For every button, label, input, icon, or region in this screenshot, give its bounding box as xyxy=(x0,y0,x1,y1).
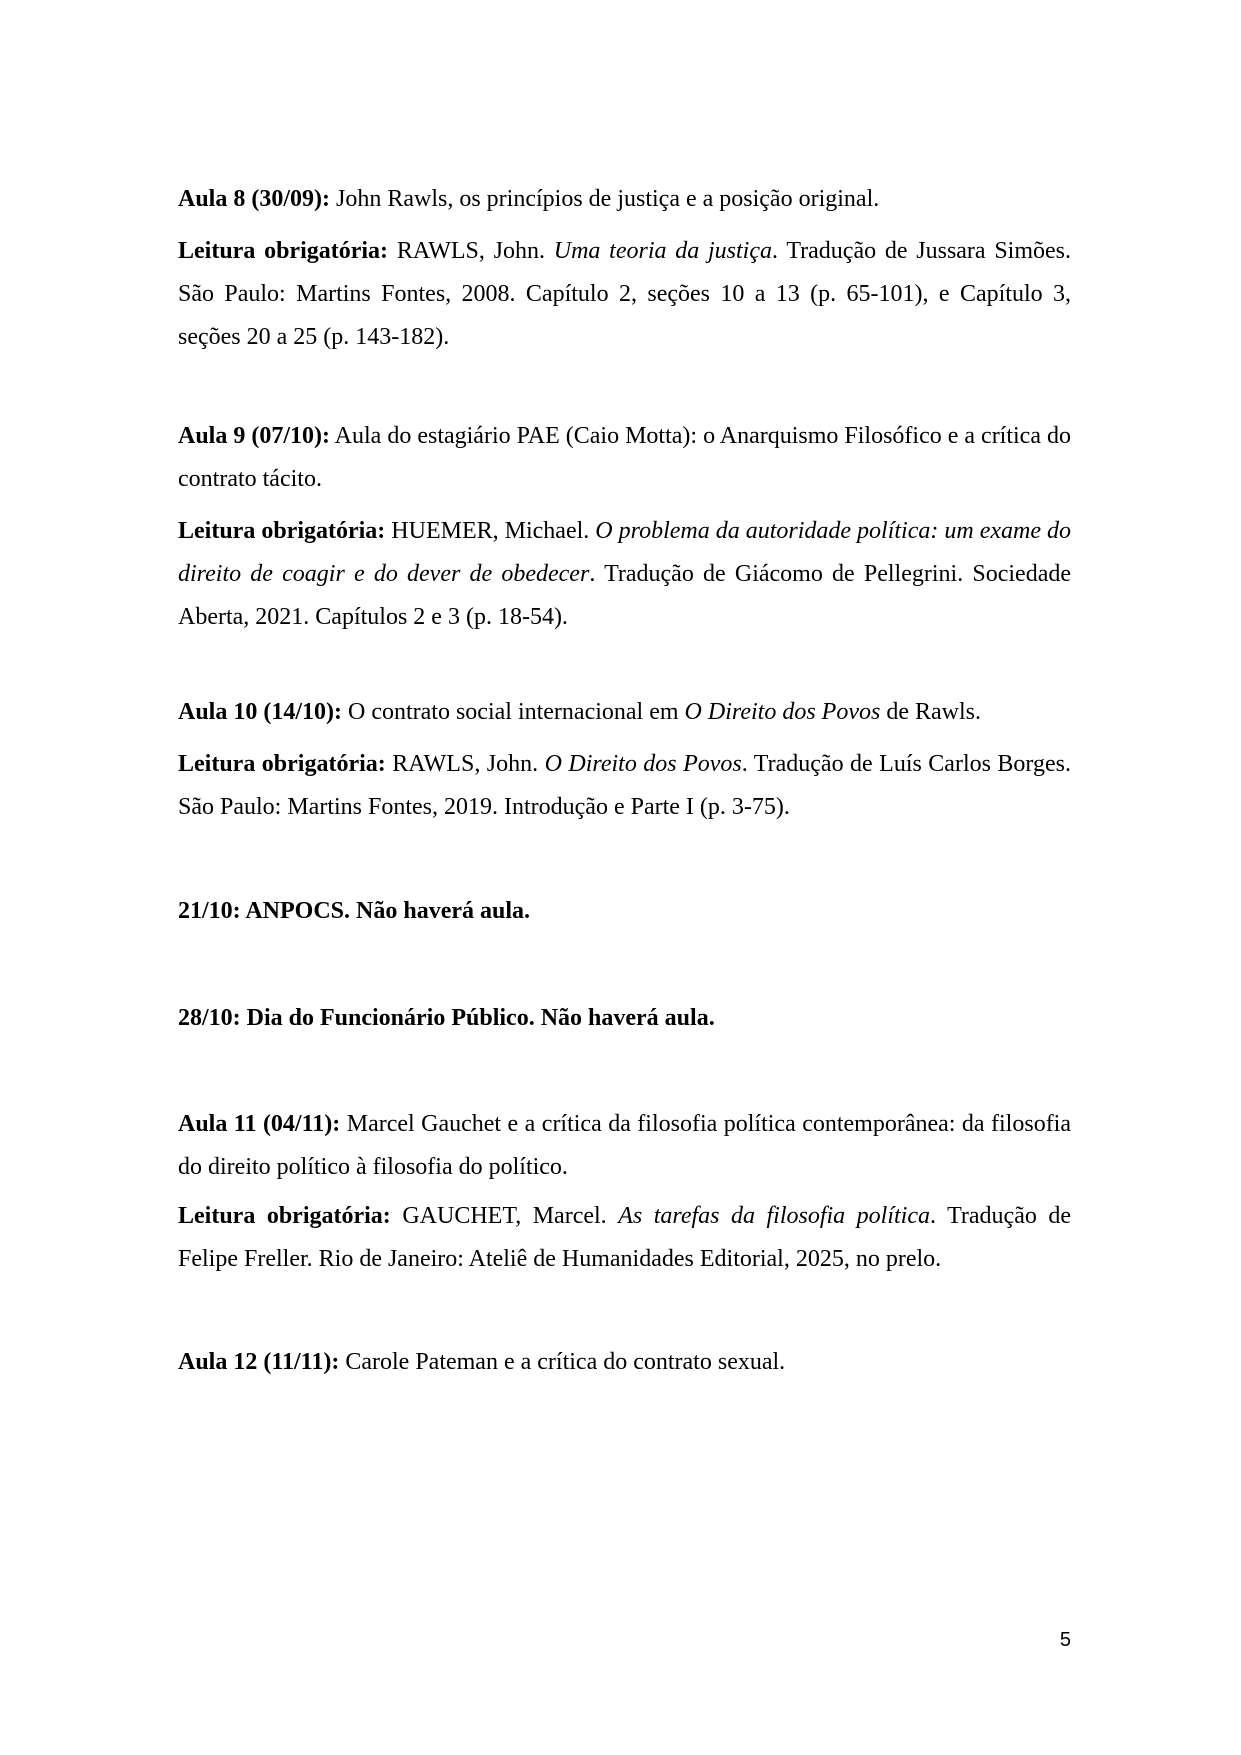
aula11-reading-title: As tarefas da filosofia política xyxy=(618,1203,931,1229)
aula10-desc-post: de Rawls. xyxy=(880,699,981,725)
aula12-description xyxy=(178,1341,1071,1384)
aula12-desc-text: Carole Pateman e a crítica do contrato sexual. xyxy=(339,1349,786,1375)
aula8-desc-text: John Rawls, os princípios de justiça e a posição original. xyxy=(330,186,880,212)
aula9-description xyxy=(178,415,1071,501)
aula8-reading xyxy=(178,230,1071,359)
aula8-reading-title: Uma teoria da justiça xyxy=(553,238,773,264)
aula8-reading-author: RAWLS, John. xyxy=(388,238,554,264)
aula10-desc-title: O Direito dos Povos xyxy=(684,699,881,725)
aula10-reading-title: O Direito dos Povos xyxy=(544,751,742,777)
aula11-description xyxy=(178,1103,1071,1189)
aula8-reading-label: Leitura obrigatória: xyxy=(178,238,389,264)
aula9-desc-text: Aula do estagiário PAE (Caio Motta): o Anarquismo Filosófico e a crítica do contrato tácito. xyxy=(178,423,1071,492)
aula11-reading-author: GAUCHET, Marcel. xyxy=(390,1203,619,1229)
aula8-heading: Aula 8 (30/09): xyxy=(178,186,330,212)
notice-anpocs xyxy=(178,890,1071,933)
aula10-heading: Aula 10 (14/10): xyxy=(178,699,342,725)
page-number: 5 xyxy=(1059,1629,1071,1651)
aula11-heading: Aula 11 (04/11): xyxy=(178,1111,341,1137)
aula8-description xyxy=(178,178,1071,221)
aula10-reading xyxy=(178,743,1071,829)
aula9-reading xyxy=(178,510,1071,639)
aula8-reading-details: . Tradução de Jussara Simões. São Paulo: Martins Fontes, 2008. Capítulo 2, seções 10 a 13 (p. 65-101), e Capítulo 3, seções 20 a 25 (p. 143-182). xyxy=(178,238,1072,350)
aula9-heading: Aula 9 (07/10): xyxy=(178,423,330,449)
aula11-reading-label: Leitura obrigatória: xyxy=(178,1203,391,1229)
aula9-reading-details: . Tradução de Giácomo de Pellegrini. Sociedade Aberta, 2021. Capítulos 2 e 3 (p. 18-54). xyxy=(178,561,1072,630)
aula11-reading xyxy=(178,1195,1071,1281)
aula12-heading: Aula 12 (11/11): xyxy=(178,1349,340,1375)
aula10-reading-label: Leitura obrigatória: xyxy=(178,751,386,777)
aula10-desc-pre: O contrato social internacional em xyxy=(342,699,685,725)
notice-funcionario-publico-text: 28/10: Dia do Funcionário Público. Não haverá aula. xyxy=(178,1005,715,1031)
notice-funcionario-publico xyxy=(178,997,1071,1040)
aula10-reading-details: . Tradução de Luís Carlos Borges. São Paulo: Martins Fontes, 2019. Introdução e Parte I (p. 3-75). xyxy=(178,751,1071,820)
aula10-description xyxy=(178,691,1071,734)
aula11-reading-details: . Tradução de Felipe Freller. Rio de Janeiro: Ateliê de Humanidades Editorial, 2025, no prelo. xyxy=(178,1203,1072,1272)
aula9-reading-title: O problema da autoridade política: um exame do direito de coagir e do dever de obedecer xyxy=(178,518,1072,587)
aula9-reading-label: Leitura obrigatória: xyxy=(178,518,386,544)
aula11-desc-text: Marcel Gauchet e a crítica da filosofia política contemporânea: da filosofia do direito político à filosofia do político. xyxy=(178,1111,1072,1180)
aula9-reading-author: HUEMER, Michael. xyxy=(385,518,596,544)
notice-anpocs-text: 21/10: ANPOCS. Não haverá aula. xyxy=(178,898,531,924)
aula10-reading-author: RAWLS, John. xyxy=(385,751,545,777)
